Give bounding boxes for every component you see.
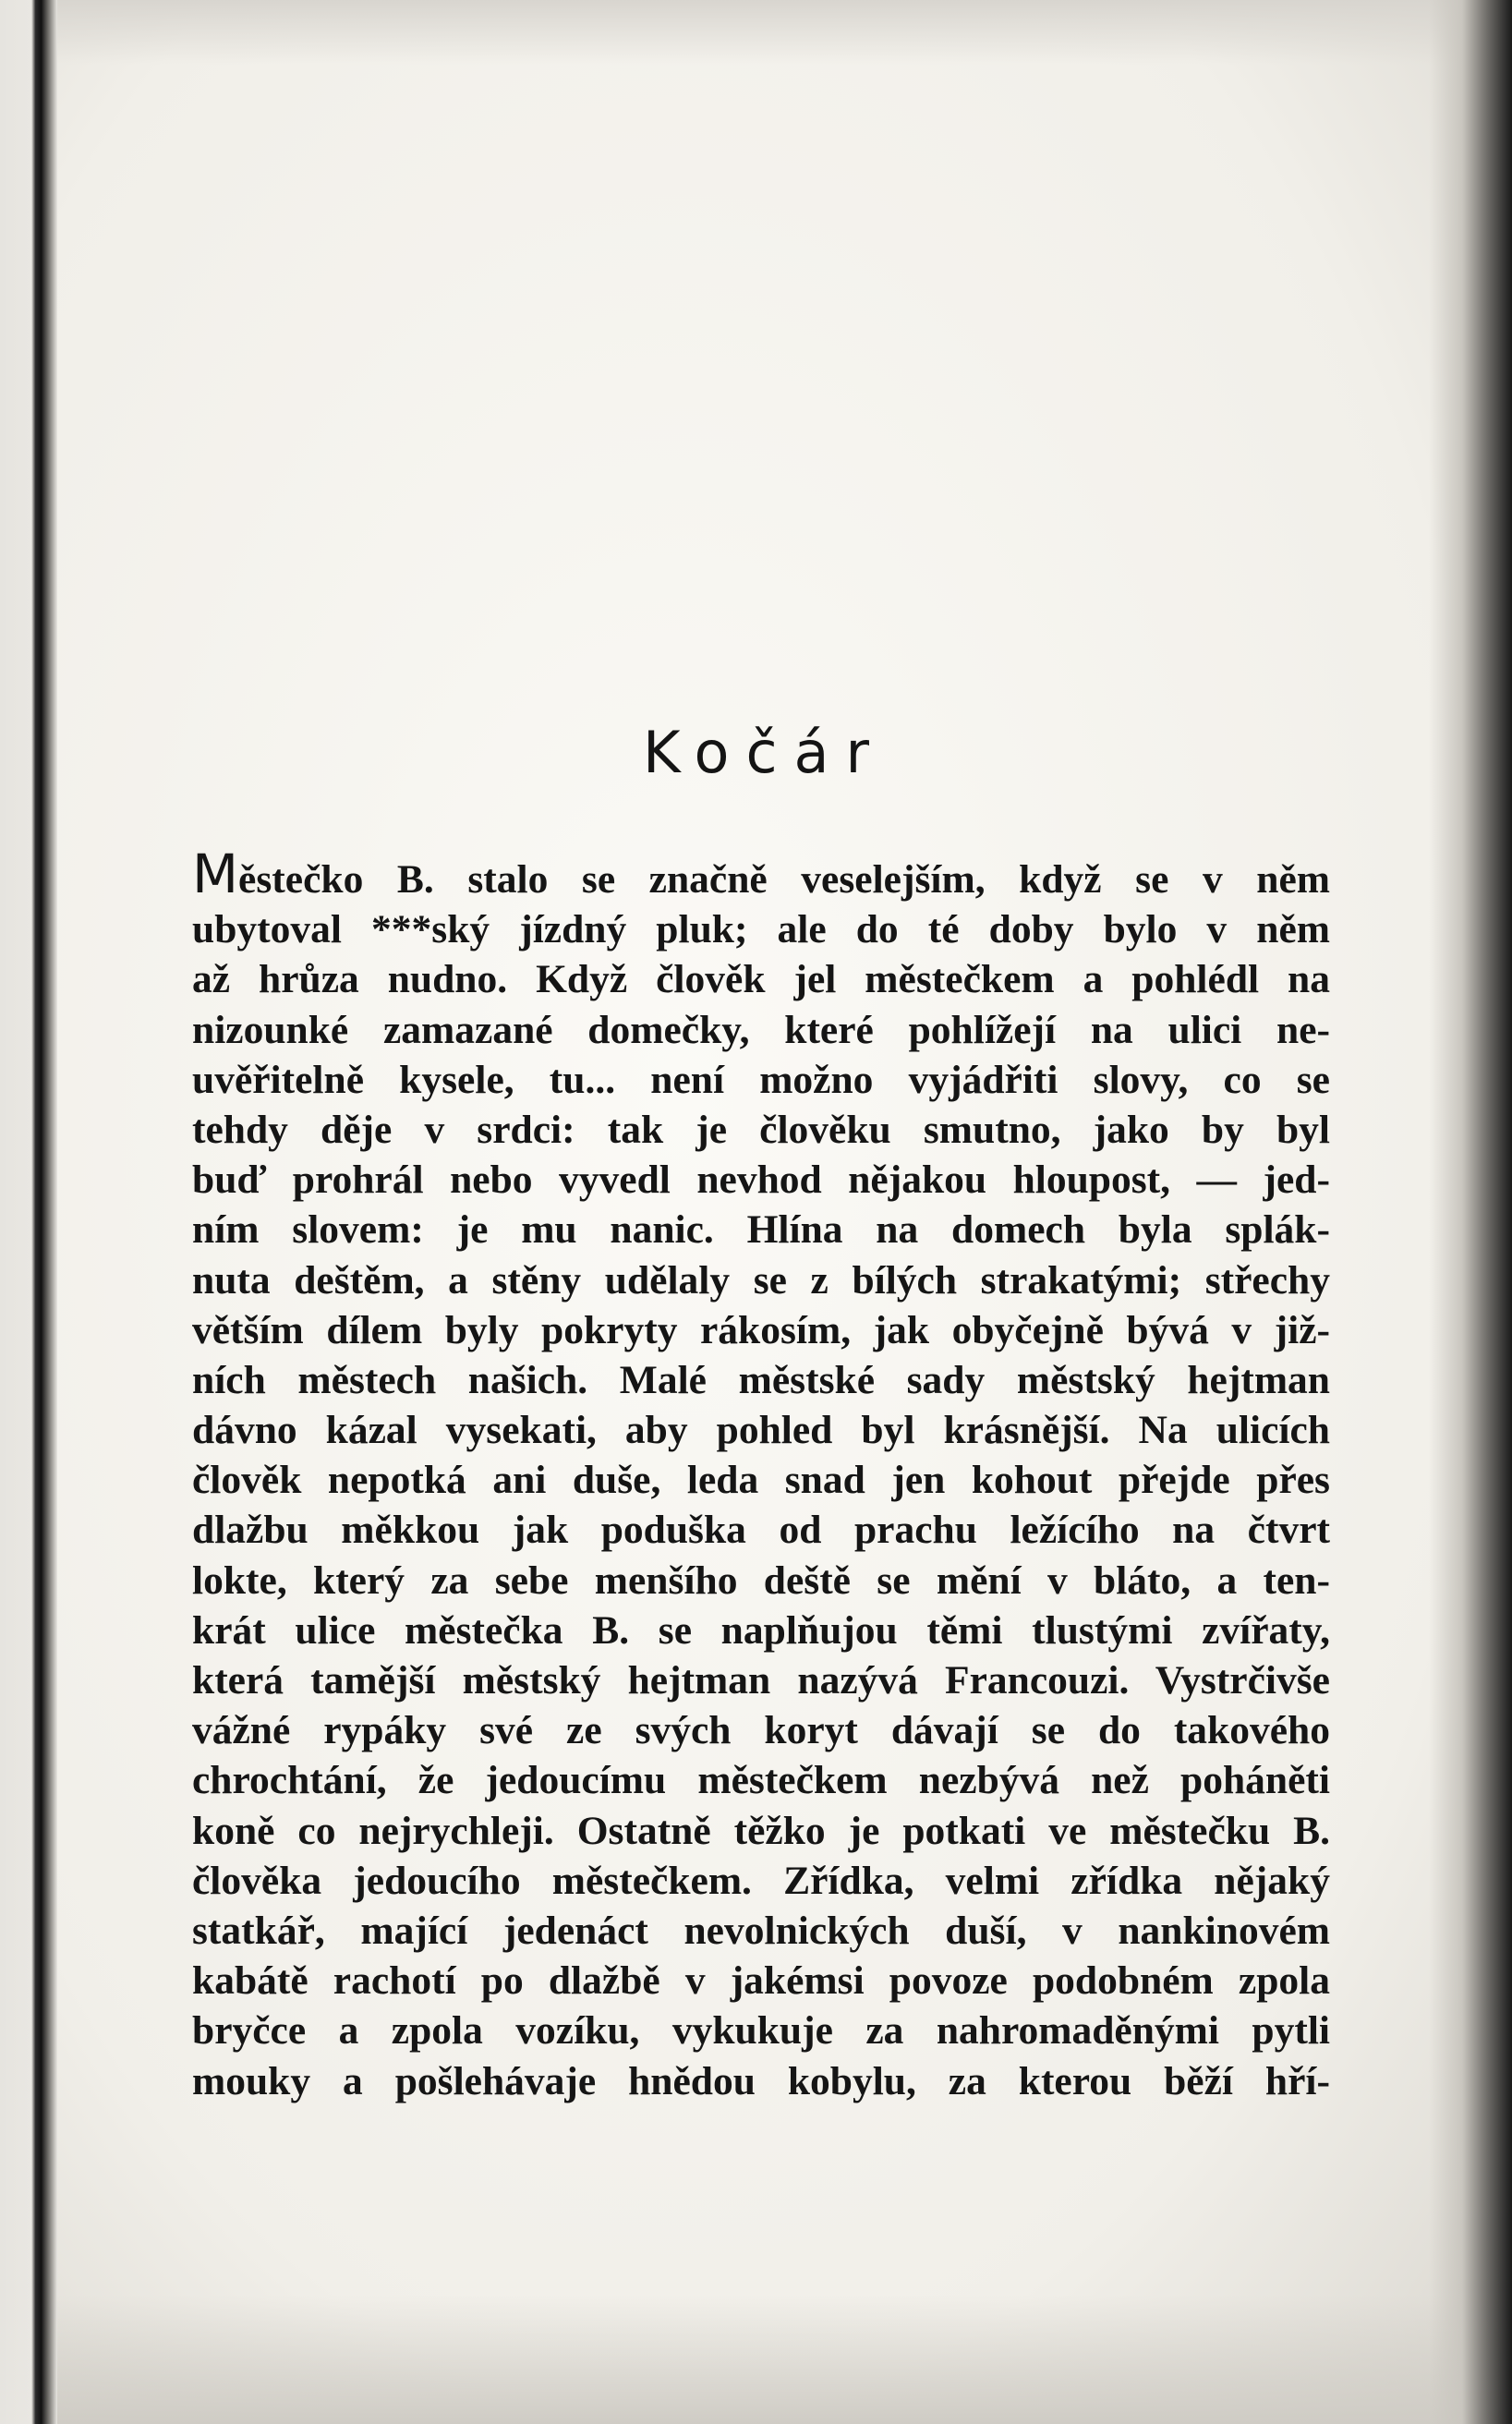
text-line: Městečko B. stalo se značně veselejším, když se v něm: [192, 842, 1330, 905]
text-line: lokte, který za sebe menšího deště se mění v bláto, a ten-: [192, 1557, 1330, 1603]
text-line: dávno kázal vysekati, aby pohled byl krásnější. Na ulicích: [192, 1408, 1330, 1453]
text-line: vážné rypáky své ze svých koryt dávají se do takového: [192, 1708, 1330, 1753]
text-line: mouky a pošlehávaje hnědou kobylu, za kterou běží hří-: [192, 2058, 1330, 2103]
text-line: ních městech našich. Malé městské sady městský hejtman: [192, 1357, 1330, 1402]
book-spine-edge: [0, 0, 57, 2424]
text-line: větším dílem byly pokryty rákosím, jak obyčejně bývá v již-: [192, 1307, 1330, 1352]
text-line: ubytoval ***ský jízdný pluk; ale do té doby bylo v něm: [192, 907, 1330, 952]
drop-cap: M: [192, 842, 239, 905]
page-bottom-shadow: [57, 2295, 1512, 2424]
page-top-shadow: [57, 0, 1512, 65]
text-line: která tamější městský hejtman nazývá Francouzi. Vystrčivše: [192, 1658, 1330, 1703]
text-line: koně co nejrychleji. Ostatně těžko je potkati ve městečku B.: [192, 1808, 1330, 1853]
text-line: člověk nepotká ani duše, leda snad jen kohout přejde přes: [192, 1458, 1330, 1503]
text-line: nuta deštěm, a stěny udělaly se z bílých strakatými; střechy: [192, 1257, 1330, 1303]
text-line: ním slovem: je mu nanic. Hlína na domech byla splák-: [192, 1207, 1330, 1253]
text-line: buď prohrál nebo vyvedl nevhod nějakou hloupost, — jed-: [192, 1157, 1330, 1203]
text-line: člověka jedoucího městečkem. Zřídka, velmi zřídka nějaký: [192, 1858, 1330, 1903]
text-line: uvěřitelně kysele, tu... není možno vyjádřiti slovy, co se: [192, 1057, 1330, 1102]
text-line: krát ulice městečka B. se naplňujou těmi tlustými zvířaty,: [192, 1607, 1330, 1653]
body-text: [192, 842, 1330, 2106]
chapter-title: Kočár: [642, 719, 887, 786]
text-line: až hrůza nudno. Když člověk jel městečkem a pohlédl na: [192, 957, 1330, 1002]
page-right-edge: [1429, 0, 1512, 2424]
text-line: chrochtání, že jedoucímu městečkem nezbývá než poháněti: [192, 1758, 1330, 1803]
text-line: bryčce a zpola vozíku, vykukuje za nahromaděnými pytli: [192, 2008, 1330, 2054]
text-line: tehdy děje v srdci: tak je člověku smutno, jako by byl: [192, 1107, 1330, 1152]
text-line: dlažbu měkkou jak poduška od prachu ležícího na čtvrt: [192, 1508, 1330, 1553]
text-line: kabátě rachotí po dlažbě v jakémsi povoze podobném zpola: [192, 1958, 1330, 2004]
text-line: nizounké zamazané domečky, které pohlížejí na ulici ne-: [192, 1007, 1330, 1052]
text-line: statkář, mající jedenáct nevolnických duší, v nankinovém: [192, 1908, 1330, 1953]
